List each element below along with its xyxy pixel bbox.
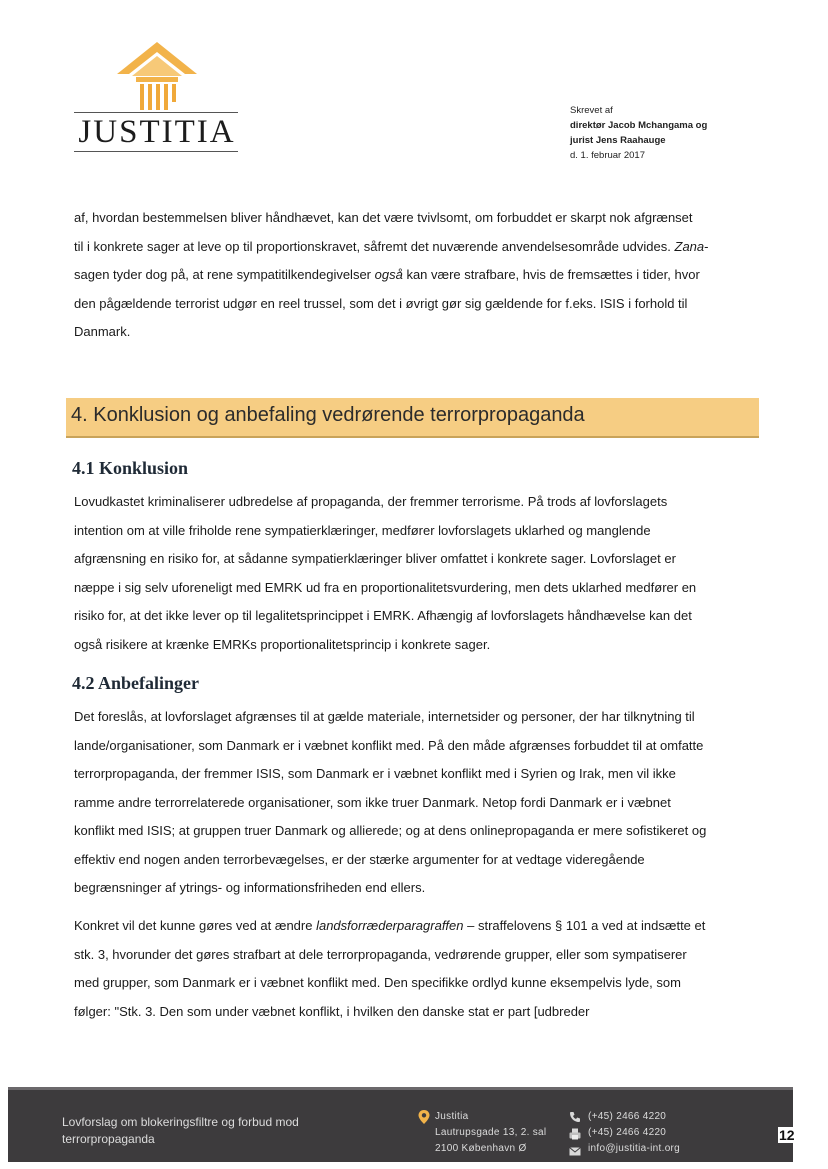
text-line: afgrænsning en risiko for, at sådanne sympatierklæringer bliver omfattet i konkrete sager. Lovforslaget er — [74, 551, 676, 566]
footer-fax: (+45) 2466 4220 — [588, 1127, 667, 1138]
text-line: lande/organisationer, som Danmark er i væbnet konflikt med. På den måde afgrænses forbuddet til at omfatte — [74, 737, 704, 753]
phone-icon — [569, 1111, 581, 1123]
section-banner — [66, 398, 759, 438]
author-written-by: Skrevet af — [570, 105, 613, 116]
konklusion-paragraph — [74, 488, 754, 659]
footer-address — [435, 1109, 546, 1157]
heading-anbefalinger: 4.2 Anbefalinger — [72, 673, 200, 693]
text-line: intention om at ville friholde rene sympatierklæringer, medfører lovforslagets uklarhed og manglende — [74, 522, 651, 538]
intro-paragraph — [74, 204, 754, 347]
text-line: med grupper, som Danmark er i væbnet konflikt med. Den specifikke ordlyd kunne eksempelvis lyde, som — [74, 975, 681, 990]
fax-icon — [569, 1128, 581, 1140]
text-line: følger: "Stk. 3. Den som under væbnet konflikt, i hvilken den danske stat er part [udbreder — [74, 1003, 590, 1019]
text-line: begrænsninger af ytrings- og informationsfriheden end ellers. — [74, 880, 426, 895]
text-line: Danmark. — [74, 324, 131, 339]
italic-term: landsforræderparagraffen — [316, 918, 464, 933]
footer-address-line: 2100 København Ø — [435, 1143, 527, 1154]
section-title: 4. Konklusion og anbefaling vedrørende terrorpropaganda — [71, 404, 585, 426]
text-line: Det foreslås, at lovforslaget afgrænses til at gælde materiale, internetsider og personer, der har tilknytning til — [74, 709, 695, 724]
anbefalinger-paragraph — [74, 703, 754, 903]
text-line: risiko for, at det ikke lever op til legalitetsprincippet i EMRK. Afhængig af lovforslagets håndhævelse kan det — [74, 608, 692, 623]
footer-doc-title-line: Lovforslag om blokeringsfiltre og forbud mod — [62, 1115, 299, 1129]
footer-contact — [588, 1109, 680, 1157]
text-line: ramme andre terrorrelaterede organisationer, som ikke truer Danmark. Netop fordi Danmark er i væbnet — [74, 794, 671, 810]
author-date: d. 1. februar 2017 — [570, 150, 645, 161]
text-line: stk. 3, hvorunder det gøres strafbart at dele terrorpropaganda, vedrørende grupper, eller som sympatiserer — [74, 946, 687, 962]
footer-email: info@justitia-int.org — [588, 1143, 681, 1154]
text-line: Lovudkastet kriminaliserer udbredelse af propaganda, der fremmer terrorisme. På trods af lovforslagets — [74, 494, 668, 509]
author-block — [570, 103, 707, 163]
text-line: konflikt med ISIS; at gruppen truer Danmark og allierede; og at dens onlinepropaganda er mere sofistikeret og — [74, 823, 707, 838]
mail-icon — [569, 1145, 581, 1157]
footer-doc-title-line: terrorpropaganda — [62, 1132, 155, 1146]
text-line: terrorpropaganda, der fremmer ISIS, som Danmark er i væbnet konflikt med i Syrien og Irak, men vil ikke — [74, 766, 676, 781]
author-director: direktør Jacob Mchangama og — [570, 120, 708, 131]
page-number: 12 — [779, 1127, 795, 1143]
temple-emblem-icon — [72, 40, 242, 112]
italic-term: Zana — [674, 238, 705, 254]
text-line: til i konkrete sager at leve op til proportionskravet, såfremt det nuværende anvendelsesområde udvides. Zana- — [74, 238, 709, 254]
footer-phone: (+45) 2466 4220 — [588, 1111, 667, 1122]
pin-icon — [418, 1110, 430, 1124]
italic-term: også — [374, 267, 403, 282]
heading-konklusion: 4.1 Konklusion — [72, 458, 189, 478]
footer-address-line: Justitia — [435, 1111, 469, 1122]
footer-address-line: Lautrupsgade 13, 2. sal — [435, 1127, 547, 1138]
text-line: af, hvordan bestemmelsen bliver håndhævet, kan det være tvivlsomt, om forbuddet er skarpt nok afgrænset — [74, 210, 693, 225]
footer-page-margin — [794, 1090, 828, 1162]
logo-rule-top — [74, 112, 238, 113]
logo-wordmark: JUSTITIA — [78, 114, 236, 150]
text-line: sagen tyder dog på, at rene sympatitilkendegivelser også kan være strafbare, hvis de fremsættes i tider, hvor — [74, 267, 700, 282]
text-line: også risikere at krænke EMRKs proportionalitetsprincip i konkrete sager. — [74, 636, 491, 652]
text-line: effektiv end nogen anden terrorbevægelses, er der stærke argumenter for at vedtage videregående — [74, 851, 645, 867]
konkret-paragraph — [74, 912, 754, 1026]
text-line: Konkret vil det kunne gøres ved at ændre landsforræderparagraffen – straffelovens § 101 a ved at indsætte et — [74, 918, 706, 933]
logo-rule-bottom — [74, 151, 238, 152]
justitia-logo — [72, 40, 242, 160]
text-line: den pågældende terrorist udgør en reel trussel, som det i øvrigt gør sig gældende for f.eks. ISIS i forhold til — [74, 295, 688, 311]
footer-doc-title — [62, 1114, 299, 1148]
text-line: næppe i sig selv uforeneligt med EMRK ud fra en proportionalitetsvurdering, men dets uklarhed medfører en — [74, 579, 697, 595]
author-jurist: jurist Jens Raahauge — [570, 135, 666, 146]
